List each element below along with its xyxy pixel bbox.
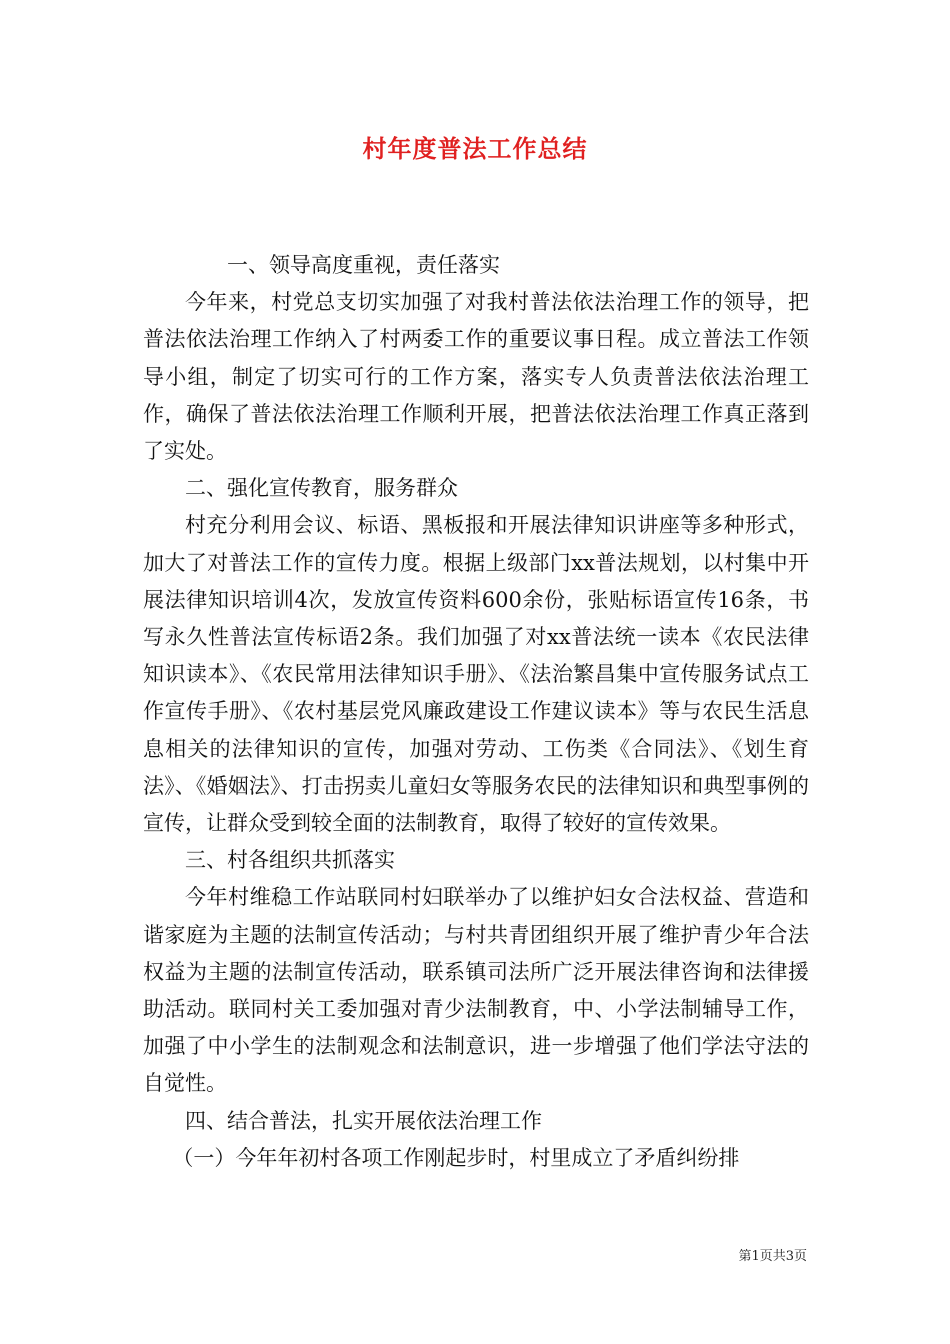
paragraph: 今年村维稳工作站联同村妇联举办了以维护妇女合法权益、营造和谐家庭为主题的法制宣传活动；与村共青团组织开展了维护青少年合法权益为主题的法制宣传活动，联系镇司法所广泛开展法律咨询和法律援助活动。联同村关工委加强对青少法制教育，中、小学法制辅导工作，加强了中小学生的法制观念和法制意识，进一步增强了他们学法守法的自觉性。	[143, 885, 809, 1096]
paragraph: 村充分利用会议、标语、黑板报和开展法律知识讲座等多种形式，加大了对普法工作的宣传力度。根据上级部门xx普法规划，以村集中开展法律知识培训4次，发放宣传资料600余份，张贴标语宣传16条，书写永久性普法宣传标语2条。我们加强了对xx普法统一读本《农民法律知识读本》、《农民常用法律知识手册》、《法治繁昌集中宣传服务试点工作宣传手册》、《农村基层党风廉政建设工作建议读本》等与农民生活息息相关的法律知识的宣传，加强对劳动、工伤类《合同法》、《划生育法》、《婚姻法》、打击拐卖儿童妇女等服务农民的法律知识和典型事例的宣传，让群众受到较全面的法制教育，取得了较好的宣传效果。	[143, 513, 809, 836]
section-heading-1: 一、领导高度重视，责任落实	[227, 253, 500, 277]
section-heading-4: 四、结合普法，扎实开展依法治理工作	[185, 1108, 542, 1133]
paragraph: 今年来，村党总支切实加强了对我村普法依法治理工作的领导，把普法依法治理工作纳入了村两委工作的重要议事日程。成立普法工作领导小组，制定了切实可行的工作方案，落实专人负责普法依法治理工作，确保了普法依法治理工作顺利开展，把普法依法治理工作真正落到了实处。	[143, 290, 809, 464]
section-heading-3: 三、村各组织共抓落实	[185, 848, 395, 873]
page-number: 第1页共3页	[738, 1249, 807, 1264]
section-heading-2: 二、强化宣传教育，服务群众	[185, 476, 458, 501]
paragraph: （一）今年年初村各项工作刚起步时，村里成立了矛盾纠纷排	[172, 1145, 740, 1170]
document-title: 村年度普法工作总结	[362, 134, 588, 163]
document-body	[143, 247, 809, 1177]
